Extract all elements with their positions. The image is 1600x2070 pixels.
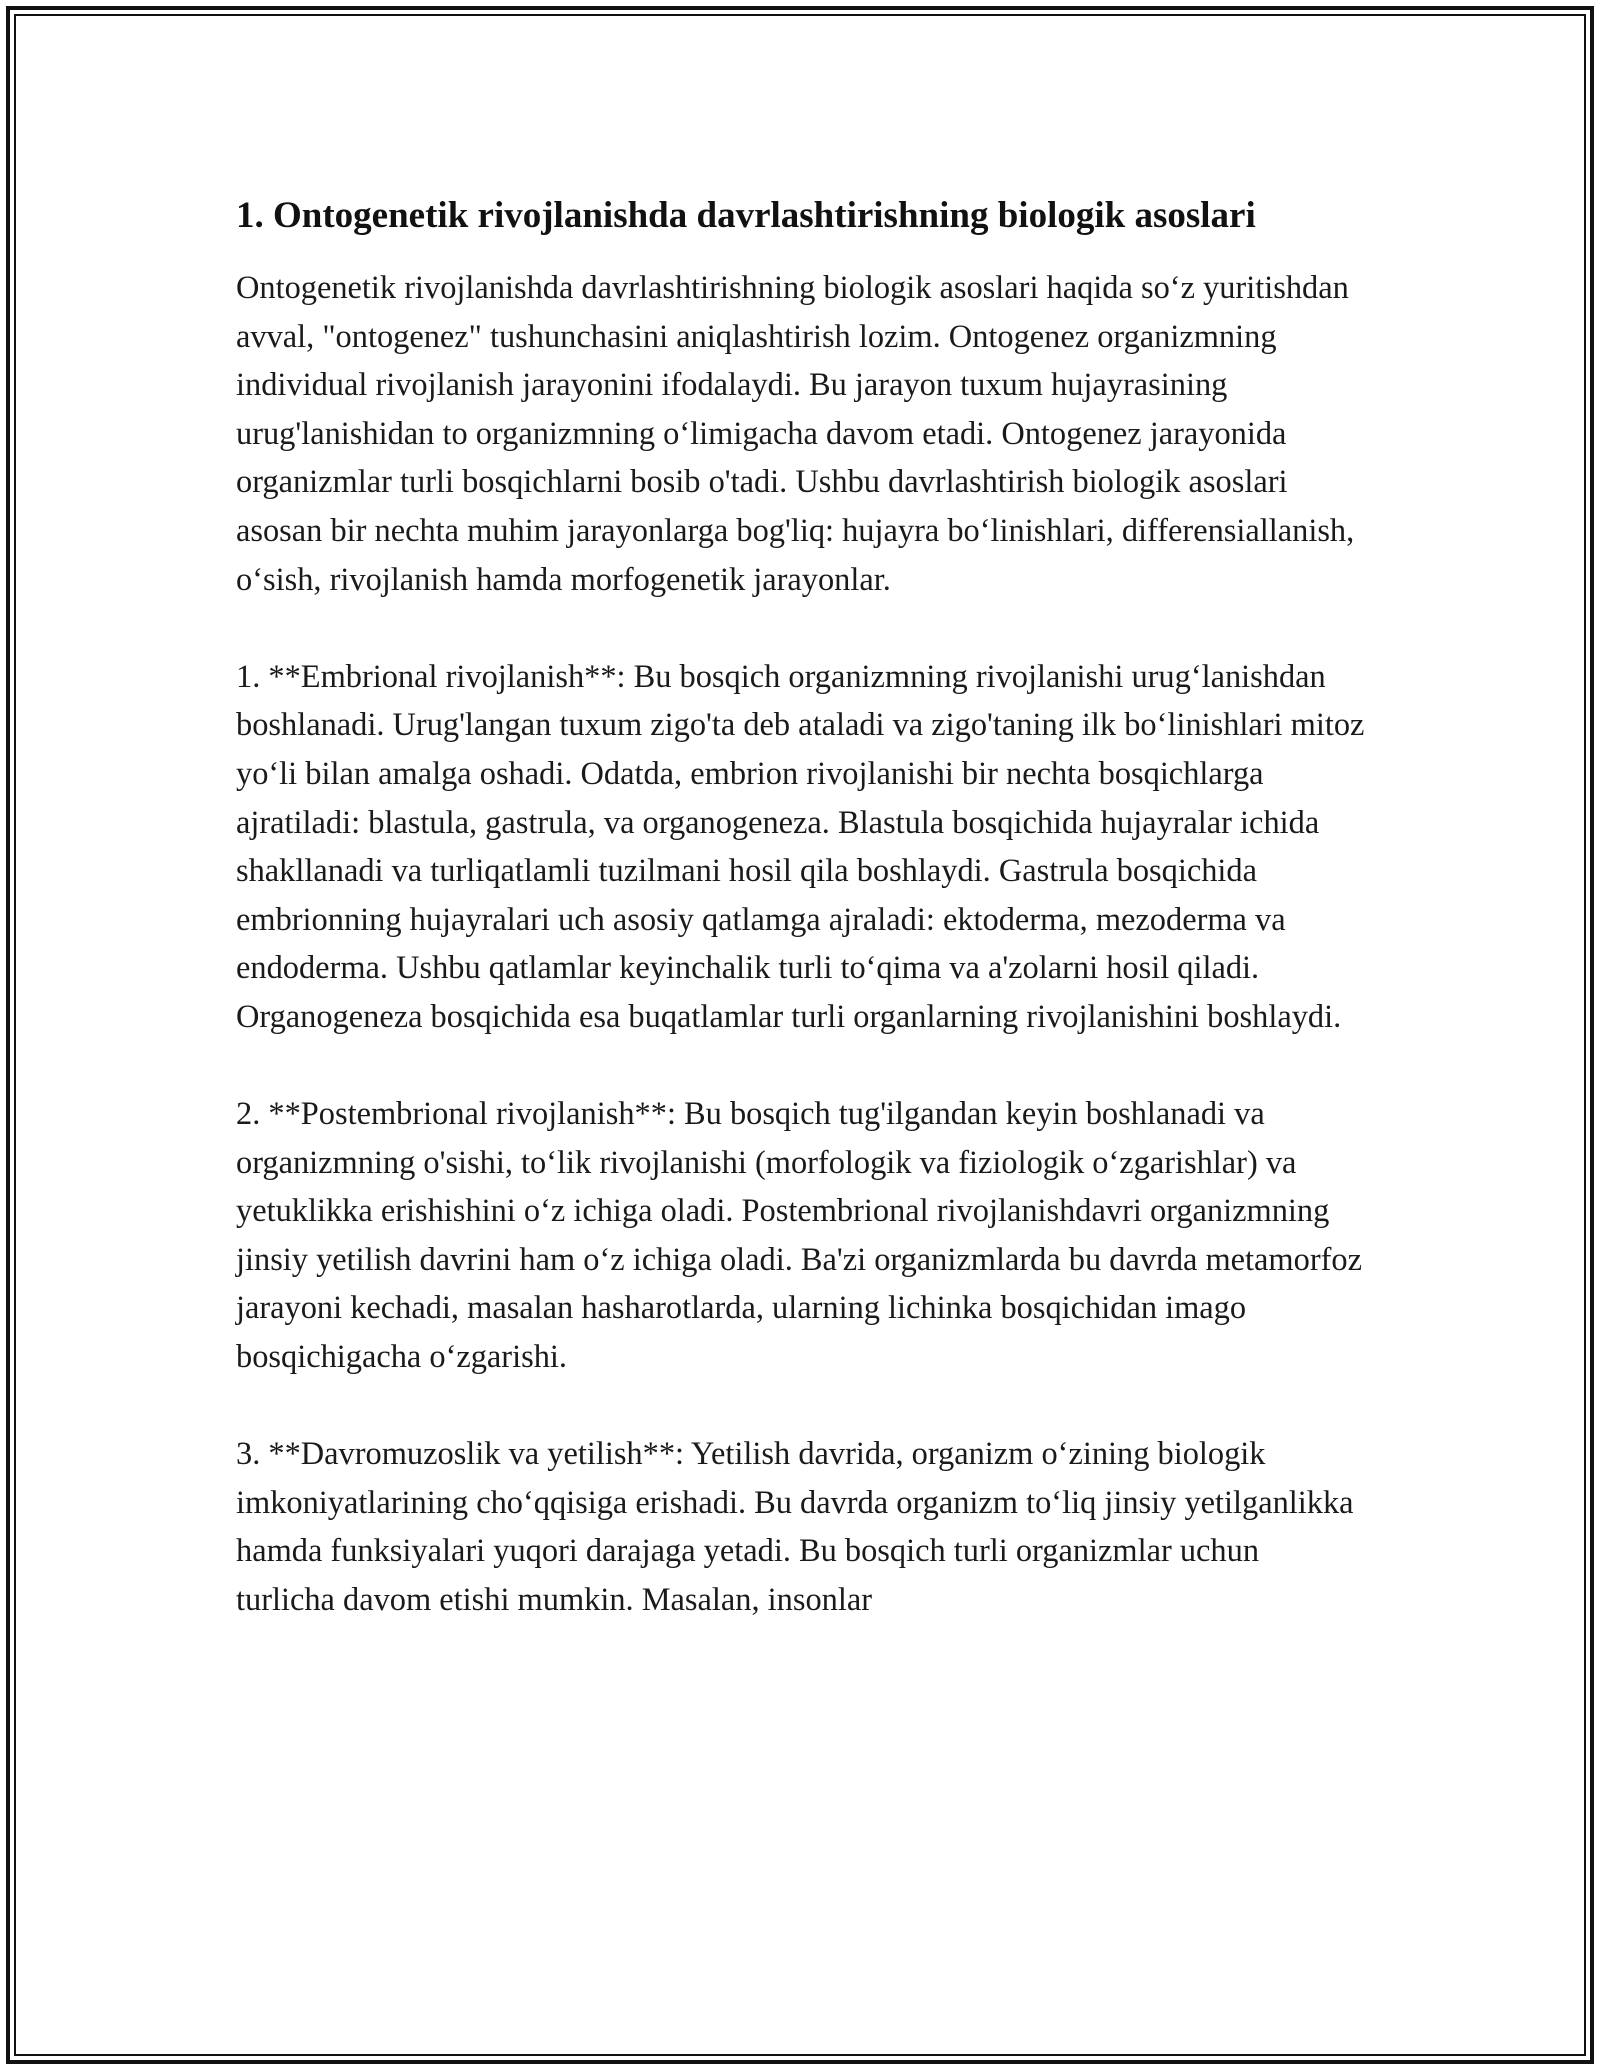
postembryonic-paragraph: 2. **Postembrional rivojlanish**: Bu bosqich tug'ilgandan keyin boshlanadi va organizmning o'sishi, to‘lik rivojlanishi (morfologik va fiziologik o‘zgarishlar) va yetuklikka erishishini o‘z ichiga oladi. Postembrional rivojlanishdavri organizmning jinsiy yetilish davrini ham o‘z ichiga oladi. Ba'zi organizmlarda bu davrda metamorfoz jarayoni kechadi, masalan hasharotlarda, ularning lichinka bosqichidan imago bosqichigacha o‘zgarishi. [236,1096,1362,1376]
document-body [236,188,1366,1673]
section-heading: 1. Ontogenetik rivojlanishda davrlashtirishning biologik asoslari [236,195,1256,236]
embryonic-paragraph: 1. **Embrional rivojlanish**: Bu bosqich organizmning rivojlanishi urug‘lanishdan boshlanadi. Urug'langan tuxum zigo'ta deb ataladi va zigo'taning ilk bo‘linishlari mitoz yo‘li bilan amalga oshadi. Odatda, embrion rivojlanishi bir nechta bosqichlarga ajratiladi: blastula, gastrula, va organogeneza. Blastula bosqichida hujayralar ichida shakllanadi va turliqatlamli tuzilmani hosil qila boshlaydi. Gastrula bosqichida embrionning hujayralari uch asosiy qatlamga ajraladi: ektoderma, mezoderma va endoderma. Ushbu qatlamlar keyinchalik turli to‘qima va a'zolarni hosil qiladi. Organogeneza bosqichida esa buqatlamlar turli organlarning rivojlanishini boshlaydi. [236,658,1365,1035]
intro-paragraph: Ontogenetik rivojlanishda davrlashtirishning biologik asoslari haqida so‘z yuritishdan avval, "ontogenez" tushunchasini aniqlashtirish lozim. Ontogenez organizmning individual rivojlanish jarayonini ifodalaydi. Bu jarayon tuxum hujayrasining urug'lanishidan to organizmning o‘limigacha davom etadi. Ontogenez jarayonida organizmlar turli bosqichlarni bosib o'tadi. Ushbu davrlashtirish biologik asoslari asosan bir nechta muhim jarayonlarga bog'liq: hujayra bo‘linishlari, differensiallanish, o‘sish, rivojlanish hamda morfogenetik jarayonlar. [236,270,1355,598]
maturity-paragraph: 3. **Davromuzoslik va yetilish**: Yetilish davrida, organizm o‘zining biologik imkoniyatlarining cho‘qqisiga erishadi. Bu davrda organizm to‘liq jinsiy yetilganlikka hamda funksiyalari yuqori darajaga yetadi. Bu bosqich turli organizmlar uchun turlicha davom etishi mumkin. Masalan, insonlar [236,1436,1354,1619]
